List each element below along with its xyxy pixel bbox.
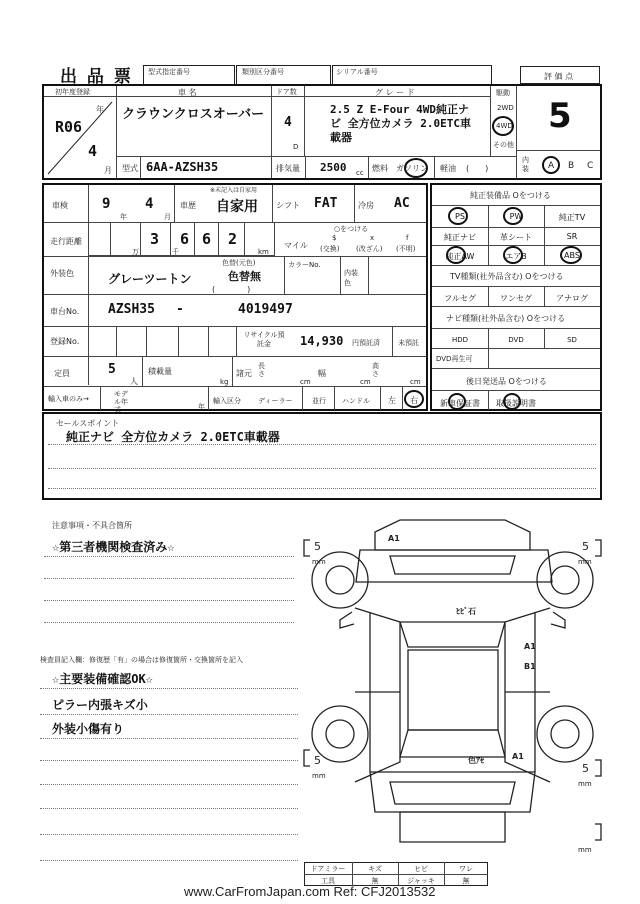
handle-label: ハンドル	[342, 397, 370, 405]
legend-r4: 無	[462, 877, 470, 885]
displacement-label: 排気量	[276, 164, 300, 173]
drive-other: その他	[493, 141, 514, 149]
mileage-digit-5: 6	[202, 230, 212, 248]
chassis-num: 4019497	[238, 302, 293, 317]
kg-label: kg	[220, 378, 229, 386]
shaken-tsuki: 月	[164, 213, 171, 221]
damage-hibi-stone: ﾋﾋﾞ石	[456, 607, 476, 616]
serial-label: シリアル番号	[336, 68, 378, 76]
doors-label: ドア数	[276, 88, 297, 96]
chassis-dash: -	[176, 302, 184, 317]
katashiki-label: 型式	[122, 164, 138, 173]
later-warranty: 新車保証書	[440, 399, 480, 408]
equip-abs: ABS	[564, 251, 580, 260]
interior-a: A	[548, 161, 555, 171]
equip-airbag-circle	[503, 246, 523, 264]
inspector-line2: ピラー内張キズ小	[52, 698, 148, 712]
tread-rr-mm: mm	[578, 780, 592, 788]
model-year-nen: 年	[198, 403, 205, 411]
drive-label: 駆動	[496, 89, 510, 97]
interior-c: C	[587, 161, 594, 171]
fuel-label: 燃料	[372, 164, 388, 173]
fuel-gas-circle	[404, 158, 428, 178]
shaken-nen: 年	[120, 213, 127, 221]
tread-fr-mm: mm	[578, 558, 592, 566]
later-title: 後日発送品 Oをつける	[466, 377, 547, 386]
interior-color-label: 内装色	[344, 269, 358, 287]
first-reg-label: 初年度登録	[55, 88, 90, 96]
colorno-label: カラーNo.	[288, 261, 321, 269]
cooler-label: 冷房	[358, 201, 374, 210]
mile-opt3: (不明)	[396, 245, 416, 253]
shareki-note: ※未記入は自家用	[210, 187, 258, 194]
tread-spare-mm: mm	[578, 846, 592, 854]
shift-value: FAT	[314, 196, 338, 211]
score-value: 5	[548, 96, 572, 136]
score-label: 評 価 点	[544, 72, 574, 81]
first-reg-year: R06	[55, 118, 83, 136]
vehicle-details-block	[42, 183, 428, 411]
later-warranty-circle	[448, 393, 466, 410]
exterior-label: 外装色	[50, 269, 74, 278]
legend-r3: ジャッキ	[407, 877, 435, 885]
recycle-label: リサイクル預託金	[243, 331, 285, 348]
equip-aw: 純正AW	[445, 252, 475, 261]
first-reg-tsuki: 月	[104, 166, 112, 175]
sen-label: 千	[172, 248, 179, 256]
model-code: 6AA-AZSH35	[146, 160, 219, 174]
chassis-prefix: AZSH35	[108, 302, 155, 317]
caution-line1: ☆第三者機関検査済み☆	[52, 540, 175, 554]
km-label: km	[258, 248, 269, 256]
interior-label: 内装	[522, 156, 529, 173]
damage-a1-front: A1	[388, 534, 400, 543]
mileage-digit-3: 3	[150, 230, 160, 248]
equip-ps: PS	[455, 212, 465, 221]
cm-label-1: cm	[300, 378, 311, 386]
parallel-label: 並行	[312, 397, 326, 405]
caution-label: 注意事項・不具合箇所	[52, 521, 132, 530]
legend-h2: キズ	[368, 865, 382, 873]
legend-r2: 無	[371, 877, 379, 885]
fuel-other: ( )	[466, 164, 489, 173]
inspector-line1: ☆主要装備確認OK☆	[52, 672, 153, 686]
reg-no-label: 登録No.	[50, 337, 80, 346]
inspector-label: 検査員記入欄：修復歴「有」の場合は修復箇所・交換箇所を記入	[40, 656, 243, 664]
interior-a-circle	[542, 156, 560, 174]
tread-fl-value: 5	[314, 540, 321, 553]
first-reg-month: 4	[88, 142, 98, 160]
import-label: 輸入車のみ→	[48, 395, 89, 403]
equip-airbag: エアB	[505, 252, 527, 261]
interior-b: B	[568, 161, 575, 171]
right-circle	[404, 390, 424, 408]
doors-value: 4	[284, 115, 292, 130]
tv-fullseg: フルセグ	[444, 294, 476, 303]
equip-tv: 純正TV	[558, 213, 586, 222]
mile-opt3-top: f	[406, 234, 409, 242]
ruibetsu-label: 類別区分番号	[242, 68, 284, 76]
tread-fl-mm: mm	[312, 558, 326, 566]
mileage-digit-6: 2	[228, 230, 238, 248]
dvd-label: DVD再生可	[436, 355, 473, 363]
recycle-unpaid: 未預託	[398, 339, 419, 347]
shaken-label: 車検	[52, 201, 68, 210]
grade-value: 2.5 Z E-Four 4WD純正ナビ 全方位カメラ 2.0ETC車載器	[330, 103, 471, 144]
cooler-value: AC	[394, 196, 410, 211]
legend-h1: ドアミラー	[310, 865, 346, 873]
navi-hdd: HDD	[451, 336, 469, 344]
katashiki-shitei-label: 型式指定番号	[148, 68, 190, 76]
doors-d-label: D	[293, 143, 299, 151]
sales-point-block	[42, 412, 602, 500]
drive-2wd: 2WD	[497, 104, 514, 112]
damage-iroase: 色ｱｾ	[468, 756, 484, 765]
width-label: 幅	[318, 369, 326, 378]
left-label: 左	[388, 396, 396, 405]
car-name-label: 車 名	[178, 88, 197, 97]
damage-b1-right: B1	[524, 662, 536, 671]
equip-abs-circle	[560, 246, 582, 264]
cc-label: cc	[356, 169, 364, 177]
import-kind-label: 輸入区分	[213, 397, 241, 405]
tread-rl-value: 5	[314, 754, 321, 767]
capacity-value: 5	[108, 362, 116, 377]
chassis-label: 車台No.	[50, 307, 80, 316]
mile-opt1-top: $	[332, 234, 337, 242]
tread-rl-mm: mm	[312, 772, 326, 780]
tv-analog: アナログ	[556, 294, 588, 303]
cm-label-3: cm	[410, 378, 421, 386]
tread-fr-value: 5	[582, 540, 589, 553]
equip-navi: 純正ナビ	[444, 233, 476, 242]
recolor-paren: ( )	[212, 285, 251, 294]
footer-watermark: www.CarFromJapan.com Ref: CFJ2013532	[184, 884, 436, 899]
legend-h4: ワレ	[459, 865, 473, 873]
navi-sd: SD	[567, 336, 577, 344]
inspector-line3: 外装小傷有り	[52, 722, 125, 736]
length-label: 長さ	[258, 362, 265, 378]
car-name-value: クラウンクロスオーバー	[122, 107, 265, 122]
load-label: 積載量	[148, 367, 172, 376]
equip-aw-circle	[446, 246, 466, 264]
capacity-label: 定員	[54, 369, 70, 378]
recolor-label: 色替(元色)	[222, 259, 256, 267]
sales-text: 純正ナビ 全方位カメラ 2.0ETC車載器	[66, 430, 280, 444]
tv-title: TV種類(社外品含む) Oをつける	[450, 272, 564, 281]
exterior-value: グレーツートン	[108, 272, 192, 286]
legend-r1: 工具	[321, 877, 335, 885]
sales-label: セールスポイント	[56, 419, 120, 428]
mile-opt1: (交換)	[320, 245, 340, 253]
recycle-value: 14,930	[300, 334, 344, 348]
shareki-label: 車歴	[180, 201, 196, 210]
damage-a1-right: A1	[524, 642, 536, 651]
right-label: 右	[410, 396, 418, 405]
drive-4wd: 4WD	[496, 122, 513, 130]
shaken-year: 9	[102, 196, 111, 212]
equip-leather: 革シート	[500, 233, 532, 242]
later-manual: 取扱説明書	[496, 399, 536, 408]
cm-label-2: cm	[360, 378, 371, 386]
car-condition-diagram	[300, 512, 610, 862]
displacement-value: 2500	[320, 161, 347, 174]
tv-oneseg: ワンセグ	[500, 294, 532, 303]
shift-label: シフト	[276, 201, 300, 210]
capacity-unit: 人	[130, 377, 138, 386]
dims-label: 諸元	[236, 369, 252, 378]
dealer-label: ディーラー	[258, 397, 293, 405]
recolor-value: 色替無	[228, 270, 261, 283]
first-reg-nen: 年	[96, 105, 104, 114]
later-manual-circle	[503, 393, 521, 410]
man-label: 万	[132, 248, 139, 256]
shaken-month: 4	[145, 196, 154, 212]
tread-rr-value: 5	[582, 762, 589, 775]
mile-opt2-top: x	[370, 234, 375, 242]
model-year-label: モデル年式	[114, 390, 128, 414]
equip-pw-circle	[503, 207, 523, 225]
shareki-value: 自家用	[216, 199, 258, 215]
mile-circle-note: ○をつける	[334, 225, 369, 233]
equip-ps-circle	[448, 207, 468, 225]
mile-opt2: (改ざん)	[356, 245, 383, 253]
height-label: 高さ	[372, 362, 379, 378]
grade-label: グ レ ー ド	[375, 88, 415, 97]
mileage-digit-4: 6	[180, 230, 190, 248]
drive-4wd-circle	[492, 116, 514, 136]
mileage-label: 走行距離	[50, 237, 82, 246]
recycle-paid: 円預託済	[352, 339, 380, 347]
fuel-light: 軽油	[440, 164, 456, 173]
navi-title: ナビ種類(社外品含む) Oをつける	[446, 314, 566, 323]
fuel-gas: ガソリン	[396, 164, 428, 173]
navi-dvd: DVD	[508, 336, 524, 344]
mile-label: マイル	[284, 241, 308, 250]
equip-sr: SR	[566, 232, 578, 241]
equipment-title: 純正装備品 Oをつける	[470, 191, 551, 200]
damage-a1-rear: A1	[512, 752, 524, 761]
equip-pw: PW	[509, 212, 523, 221]
legend-h3: ヒビ	[414, 865, 428, 873]
sheet-title: 出 品 票	[60, 67, 133, 87]
